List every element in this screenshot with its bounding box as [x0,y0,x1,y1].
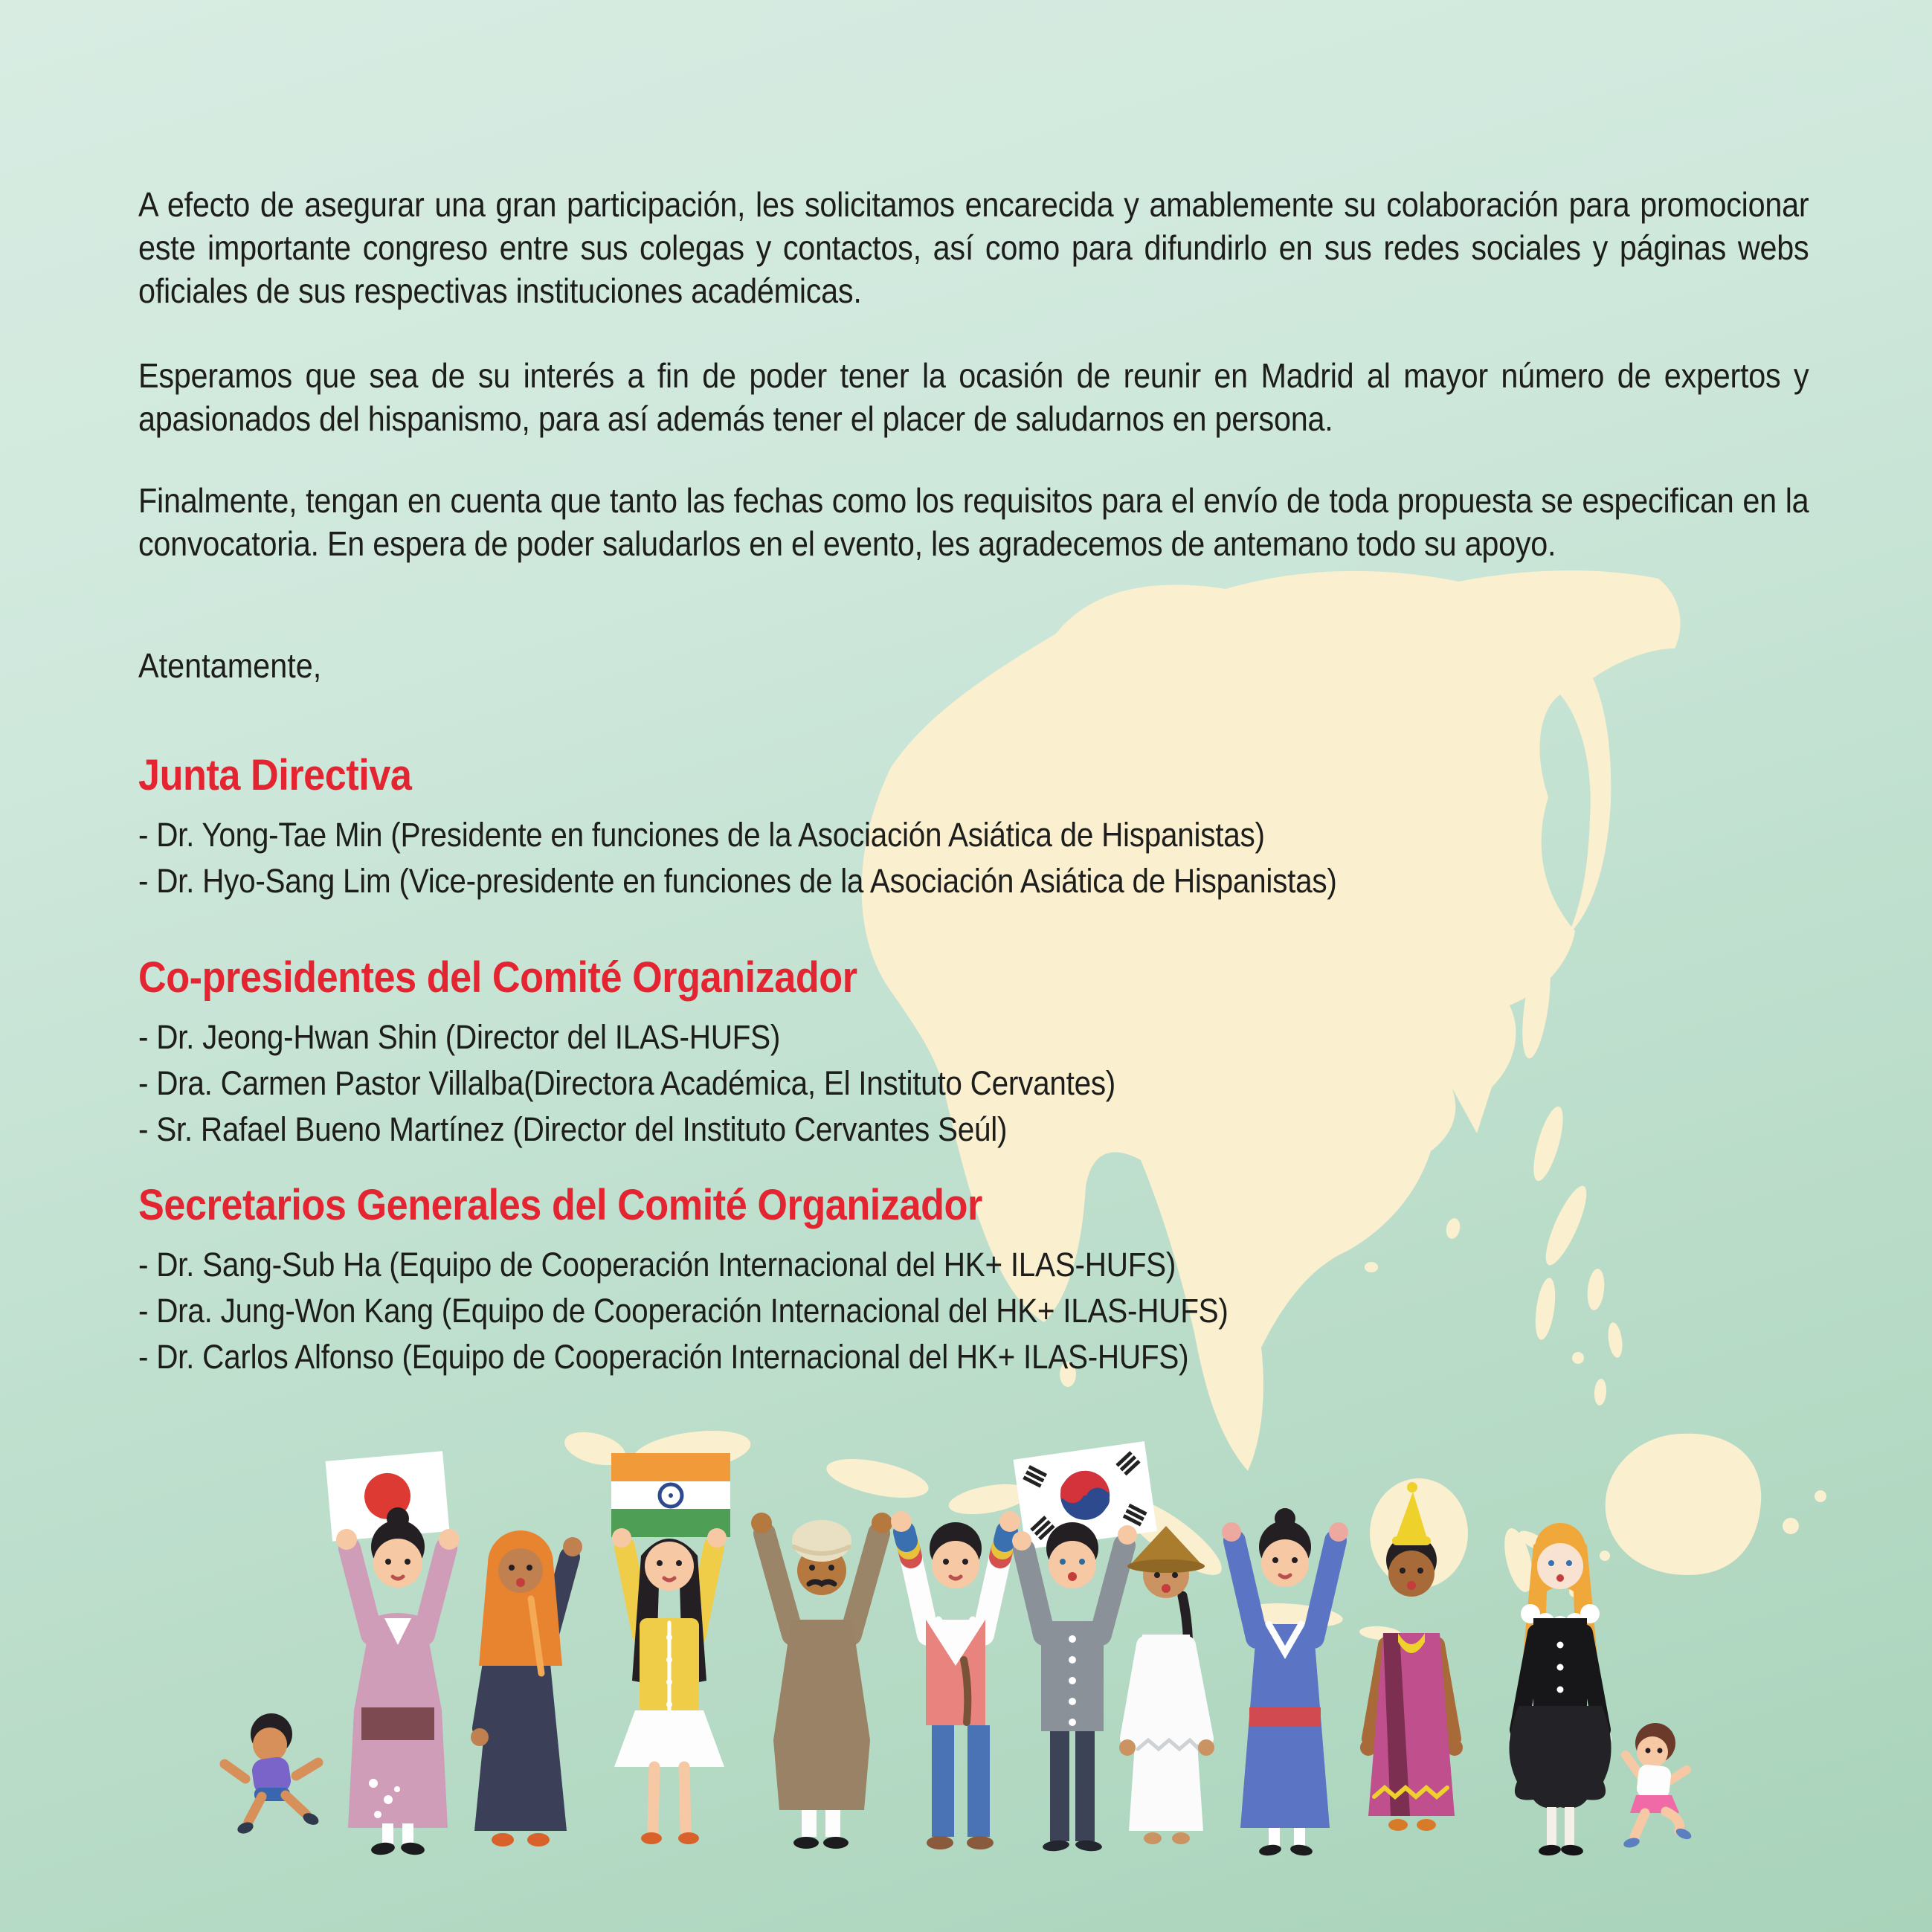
letter-paragraph-1: A efecto de asegurar una gran participación, les solicitamos encarecida y amablemente su colaboración para promocionar este importante congreso entre sus colegas y contactos, así como para difundirlo en sus redes sociales y páginas webs oficiales de sus respectivas instituciones académicas. [138,185,1809,310]
member-list [138,1014,1809,1153]
member-item: - Dr. Yong-Tae Min (Presidente en funciones de la Asociación Asiática de Hispanistas) [138,816,1265,854]
member-item: - Dra. Carmen Pastor Villalba(Directora Académica, El Instituto Cervantes) [138,1064,1116,1102]
member-item: - Dr. Hyo-Sang Lim (Vice-presidente en funciones de la Asociación Asiática de Hispanistas) [138,862,1337,900]
member-item: - Dr. Sang-Sub Ha (Equipo de Cooperación Internacional del HK+ ILAS-HUFS) [138,1246,1176,1284]
section-title-co-presidentes: Co-presidentes del Comité Organizador [138,953,857,1002]
member-item: - Dr. Carlos Alfonso (Equipo de Cooperación Internacional del HK+ ILAS-HUFS) [138,1338,1189,1376]
letter-closing: Atentamente, [138,646,322,685]
letter-text-column [138,0,1809,1932]
member-item: - Dr. Jeong-Hwan Shin (Director del ILAS-HUFS) [138,1018,781,1056]
section-secretarios-generales [138,1179,1809,1380]
member-list [138,812,1809,904]
letter-paragraph-2: Esperamos que sea de su interés a fin de poder tener la ocasión de reunir en Madrid al mayor número de expertos y apasionados del hispanismo, para así además tener el placer de saludarnos en persona. [138,356,1809,438]
member-list [138,1242,1809,1380]
letter-paragraph-3: Finalmente, tengan en cuenta que tanto las fechas como los requisitos para el envío de toda propuesta se especifican en la convocatoria. En espera de poder saludarlos en el evento, les agradecemos de antemano todo su apoyo. [138,481,1809,563]
member-item: - Dra. Jung-Won Kang (Equipo de Cooperación Internacional del HK+ ILAS-HUFS) [138,1292,1229,1330]
section-title-junta-directiva: Junta Directiva [138,751,412,799]
section-co-presidentes [138,952,1809,1153]
section-junta-directiva [138,750,1809,904]
section-title-secretarios-generales: Secretarios Generales del Comité Organizador [138,1181,982,1229]
member-item: - Sr. Rafael Bueno Martínez (Director del Instituto Cervantes Seúl) [138,1110,1008,1148]
